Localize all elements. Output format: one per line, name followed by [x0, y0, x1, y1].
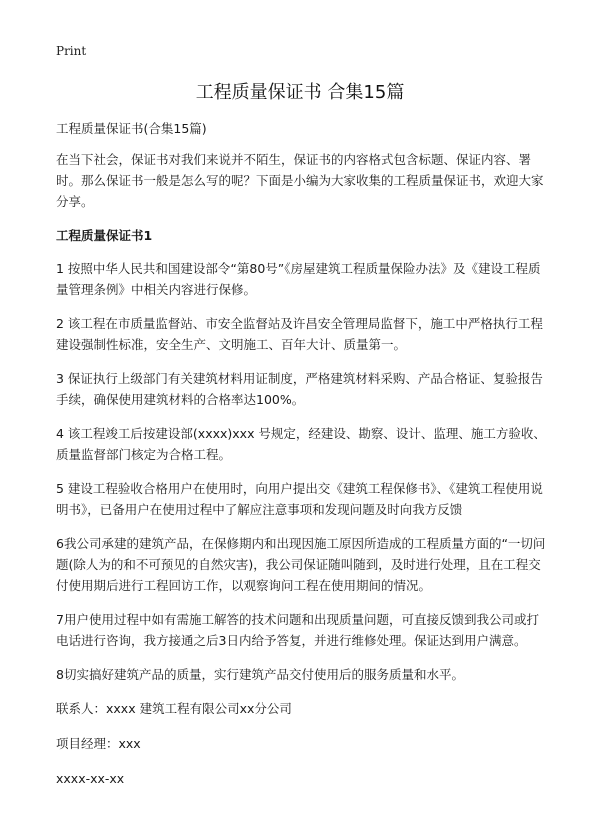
list-item: 5 建设工程验收合格用户在使用时，向用户提出交《建筑工程保修书》、《建筑工程使用说明书》，已备用户在使用过程中了解应注意事项和发现问题及时向我方反馈	[56, 481, 543, 517]
list-item: 8切实搞好建筑产品的质量，实行建筑产品交付使用后的服务质量和水平。	[56, 667, 464, 682]
list-item: 3 保证执行上级部门有关建筑材料用证制度，严格建筑材料采购、产品合格证、复验报告手续，确保使用建筑材料的合格率达100%。	[56, 371, 543, 407]
date-line: xxxx-xx-xx	[56, 771, 125, 786]
section-heading: 工程质量保证书1	[56, 228, 153, 243]
list-item: 1 按照中华人民共和国建设部令“第80号”《房屋建筑工程质量保险办法》及《建设工程质量管理条例》中相关内容进行保修。	[56, 261, 541, 297]
list-item: 4 该工程竣工后按建设部(xxxx)xxx 号规定，经建设、勘察、设计、监理、施工方验收、质量监督部门核定为合格工程。	[56, 426, 546, 462]
intro-paragraph: 在当下社会，保证书对我们来说并不陌生，保证书的内容格式包含标题、保证内容、署时。那么保证书一般是怎么写的呢？下面是小编为大家收集的工程质量保证书，欢迎大家分享。	[56, 152, 544, 209]
document-body	[56, 118, 551, 803]
contact-line: 联系人：xxxx 建筑工程有限公司xx分公司	[56, 701, 292, 716]
manager-line: 项目经理：xxx	[56, 736, 141, 751]
list-item: 2 该工程在市质量监督站、市安全监督站及许昌安全管理局监督下，施工中严格执行工程建设强制性标准，安全生产、文明施工、百年大计、质量第一。	[56, 316, 543, 352]
list-item: 6我公司承建的建筑产品，在保修期内和出现因施工原因所造成的工程质量方面的“一切问题(除人为的和不可预见的自然灾害)，我公司保证随叫随到，及时进行处理，且在工程交付使用期后进行工程回访工作，以观察询问工程在使用期间的情况。	[56, 536, 546, 593]
document-title: 工程质量保证书 合集15篇	[195, 82, 405, 103]
list-item: 7用户使用过程中如有需施工解答的技术问题和出现质量问题，可直接反馈到我公司或打电话进行咨询，我方接通之后3日内给予答复，并进行维修处理。保证达到用户满意。	[56, 612, 539, 648]
document-subtitle: 工程质量保证书(合集15篇)	[56, 121, 207, 136]
print-link[interactable]: Print	[56, 44, 87, 58]
